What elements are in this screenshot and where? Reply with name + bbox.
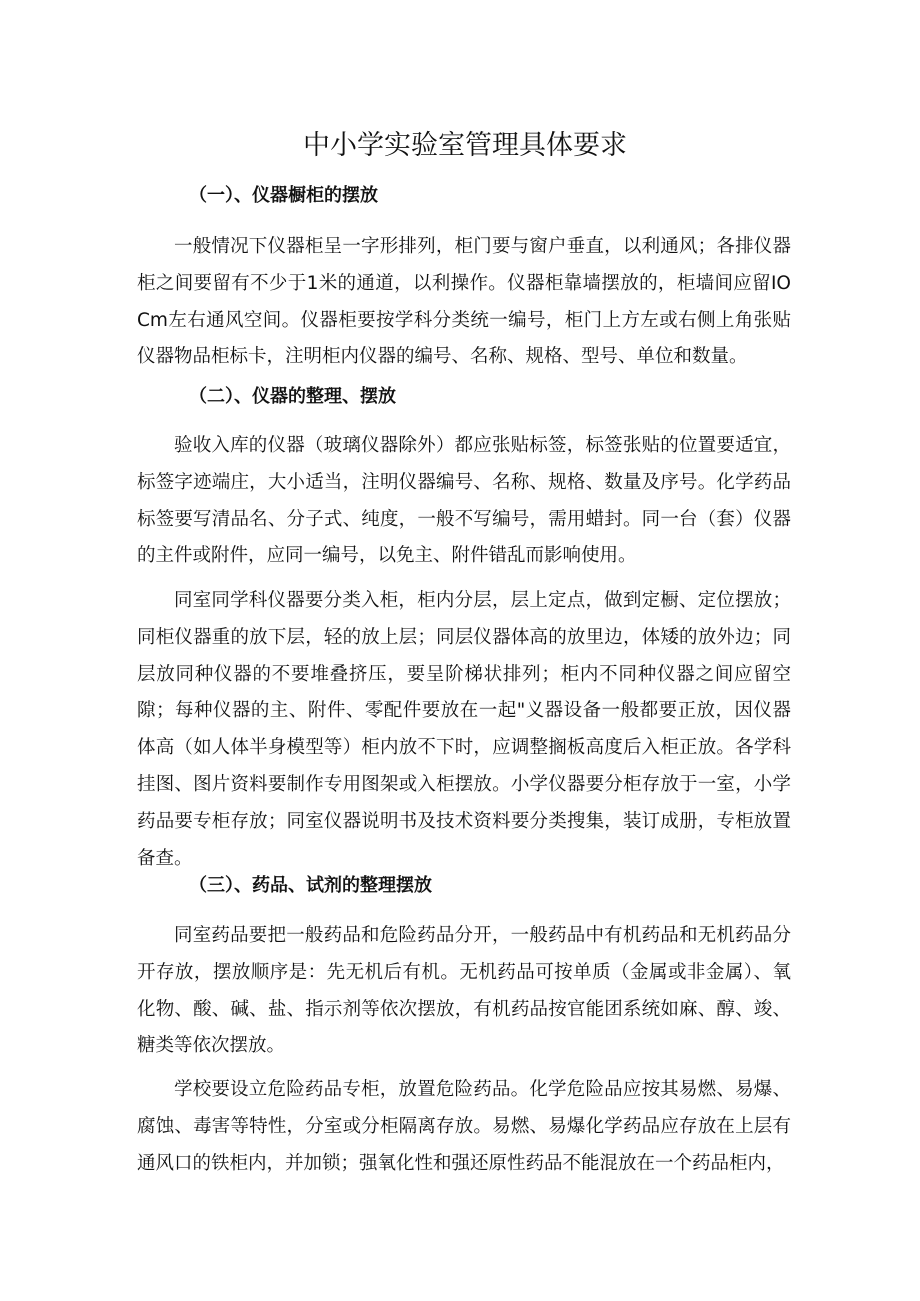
paragraph-3-2: 学校要设立危险药品专柜，放置危险药品。化学危险品应按其易燃、易爆、腐蚀、毒害等特性，分室或分柜隔离存放。易燃、易爆化学药品应存放在上层有通风口的铁柜内，并加锁；强氧化性和强还原性药品不能混放在一个药品柜内，: [137, 1079, 791, 1174]
paragraph-2-1: 验收入库的仪器（玻璃仪器除外）都应张贴标签，标签张贴的位置要适宜，标签字迹端庄，大小适当，注明仪器编号、名称、规格、数量及序号。化学药品标签要写清品名、分子式、纯度，一般不写编号，需用蜡封。同一台（套）仪器的主件或附件，应同一编号，以免主、附件错乱而影响使用。: [137, 435, 791, 567]
section-heading-3: （三）、药品、试剂的整理摆放: [189, 875, 432, 896]
section-heading-1: （一）、仪器橱柜的摆放: [189, 185, 378, 206]
paragraph-3-1: 同室药品要把一般药品和危险药品分开，一般药品中有机药品和无机药品分开存放，摆放顺序是：先无机后有机。无机药品可按单质（金属或非金属）、氧化物、酸、碱、盐、指示剂等依次摆放，有机药品按官能团系统如麻、醇、竣、糖类等依次摆放。: [137, 925, 791, 1057]
paragraph-2-2: 同室同学科仪器要分类入柜，柜内分层，层上定点，做到定橱、定位摆放；同柜仪器重的放下层，轻的放上层；同层仪器体高的放里边，体矮的放外边；同层放同种仪器的不要堆叠挤压，要呈阶梯状排列；柜内不同种仪器之间应留空隙；每种仪器的主、附件、零配件要放在一起"义器设备一般都要正放，因仪器体高（如人体半身模型等）柜内放不下时，应调整搁板高度后入柜正放。各学科挂图、图片资料要制作专用图架或入柜摆放。小学仪器要分柜存放于一室，小学药品要专柜存放；同室仪器说明书及技术资料要分类搜集，装订成册，专柜放置备查。: [137, 590, 791, 869]
section-heading-2: （二）、仪器的整理、摆放: [189, 386, 396, 407]
document-title: 中小学实验室管理具体要求: [303, 130, 627, 161]
paragraph-1-1: 一般情况下仪器柜呈一字形排列，柜门要与窗户垂直，以利通风；各排仪器柜之间要留有不少于1米的通道，以利操作。仪器柜靠墙摆放的，柜墙间应留IOCm左右通风空间。仪器柜要按学科分类统一编号，柜门上方左或右侧上角张贴仪器物品柜标卡，注明柜内仪器的编号、名称、规格、型号、单位和数量。: [137, 236, 791, 368]
